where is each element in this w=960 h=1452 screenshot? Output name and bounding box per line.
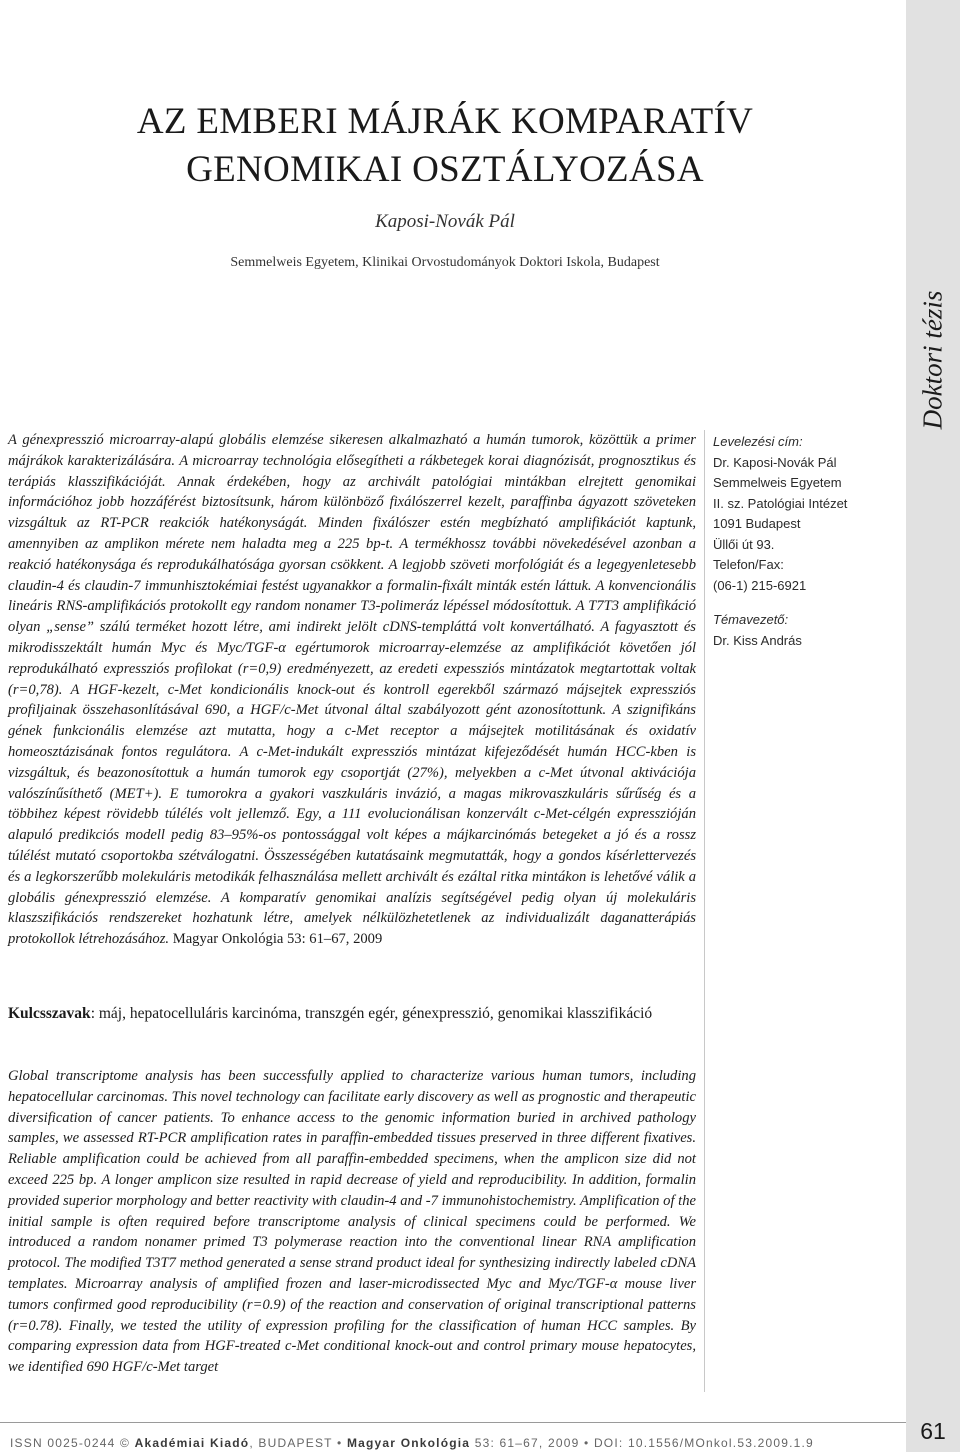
supervisor-name: Dr. Kiss András — [713, 632, 802, 648]
hungarian-abstract — [8, 430, 696, 950]
correspondence-sidebar — [713, 432, 893, 651]
author-affiliation: Semmelweis Egyetem, Klinikai Orvostudományok Doktori Iskola, Budapest — [230, 255, 660, 270]
english-abstract: Global transcriptome analysis has been successfully applied to characterize various human tumors, including hepatocellular carcinomas. This novel technology can facilitate early discovery as well as prognostic and therapeutic diversification of cancer patients. To enhance access to the genomic information buried in archived pathology samples, we assessed RT-PCR amplification rates in paraffin-embedded tissues preserved in three different fixatives. Reliable amplification could be achieved from all paraffin-embedded specimens, when the amplicon size did not exceed 225 bp. A longer amplicon size resulted in rapid decrease of yield and reproducibility. In addition, formalin provided superior morphology and better reactivity with claudin-4 and -7 immunohistochemistry. Amplification of the initial sample is often required before transcriptome analysis of clinical specimens could be performed. We introduced a random nonamer primed T3 polymerase reaction into the conventional linear RNA amplification protocol. The modified T3T7 method generated a sense strand product ideal for synthesizing indirectly labeled cDNA templates. Microarray analysis of amplified frozen and laser-microdissected Myc and Myc/TGF-α mouse liver tumors confirmed good reproducibility (r=0.9) of the reaction and conservation of original transcriptional patterns (r=0.78). Finally, we tested the utility of expression profiling for the classification of human HCC samples. By comparing expression data from HGF-treated c-Met conditional knock-out and control primary mouse hepatocytes, we identified 690 HGF/c-Met target — [8, 1068, 696, 1376]
footer-issue: 53: 61–67, 2009 • DOI: 10.1556/MOnkol.53.2009.1.9 — [470, 1436, 814, 1450]
keywords-text: : máj, hepatocelluláris karcinóma, transzgén egér, génexpresszió, genomikai klasszifikáció — [90, 1005, 653, 1022]
side-band — [906, 0, 960, 1452]
sidebar-divider — [704, 430, 705, 1392]
footer-divider — [0, 1422, 906, 1423]
address-line-name: Dr. Kaposi-Novák Pál — [713, 454, 837, 470]
address-label: Levelezési cím: — [713, 434, 803, 449]
footer-journal: Magyar Onkológia — [346, 1436, 471, 1450]
supervisor-label: Témavezető: — [713, 612, 789, 627]
phone-label: Telefon/Fax: — [713, 557, 784, 572]
address-line-institute: II. sz. Patológiai Intézet — [713, 495, 848, 511]
sidebar-gap — [713, 596, 893, 610]
hungarian-abstract-text: A génexpresszió microarray-alapú globális elemzése sikeresen alkalmazható a humán tumorok, közöttük a primer májrákok karakterizálására. A microarray technológia elősegítheti a rákbetegek korai diagnózisát, prognosztikus és terápiás klasszifikációját. Annak érdekében, hogy az archivált patológiai mintákban elrejtett genomikai információhoz jobb hozzáférést biztosítsunk, három különböző fixálószerrel kezelt, paraffinba ágyazott szöveteken vizsgáltuk az RT-PCR reakciók hatékonyságát. Minden fixálószer estén megbízható amplifikációt kaptunk, amennyiben az amplikon mérete nem haladta meg a 225 bp-t. A termékhossz további növekedésével azonban a reakció hatékonysága és reprodukálhatósága gyorsan csökkent. A legjobb szöveti morfológiát és a legegyenletesebb claudin-4 és claudin-7 immunhisztokémiai festést ugyanakkor a formalin-fixált minták estén láttuk. A konvencionális lineáris RNS-amplifikációs protokollt egy random nonamer T3-polimeráz lépéssel módosítottuk. A T7T3 amplifikáció olyan „sense” szálú terméket hozott létre, ami indirekt jelölt cDNS-templáttá volt konvertálható. A fagyasztott és mikrodisszektált humán Myc és Myc/TGF-α egértumorok microarray-elemzése az amplifikációt követően jól reprodukálható expressziós profilokat (r=0,9) eredményezett, az eredeti expessziós mintázatok megtartottak voltak (r=0,78). A HGF-kezelt, c-Met kondicionális knock-out és kontroll egerekből származó májsejtek expressziós profiljainak összehasonlításával 690, a HGF/c-Met útvonal által szabályozott gént azonosítottunk. A szignifikáns gének funkcionális elemzése azt mutatta, hogy a c-Met receptor a májsejtek motilitásának és oxidatív homeosztázisának fontos regulátora. A c-Met-indukált expressziós mintázat kifejeződését humán HCC-kben is vizsgáltuk, és beazonosítottuk a humán tumorok egy csoportját (27%), melyekben a c-Met útvonal aktivációja valószínűsíthető (MET+). E tumorokra a gyakori vaszkuláris invázió, a magas mikrovaszkuláris sűrűség és a többihez képest rövidebb túlélés volt jellemző. Egy, a 111 evolucionálisan konzervált c-Met-célgén expresszióján alapuló predikciós modell pedig 83–95%-os pontossággal volt képes a májkarcinómás betegeket a jó és a rossz túlélést mutató csoportokba szétválogatni. Összességében kutatásaink megmutatták, hogy a gondos kísérlettervezés és a legkorszerűbb molekuláris metodikák felhasználása mellett archivált és ezáltal ritka mintákon is lehetővé válik a globális génexpresszió elemzése. A komparatív genomikai analízis segítségével pedig olyan új molekuláris klaszszifikációs rendszereket hozhatunk létre, amelyek nélkülözhetetlenek az individualizált daganatterápiás protokollok létrehozásához. — [8, 432, 696, 948]
address-line-street: Üllői út 93. — [713, 536, 775, 552]
address-line-city: 1091 Budapest — [713, 516, 801, 531]
keywords-label: Kulcsszavak — [8, 1005, 91, 1022]
footer-issn: ISSN 0025-0244 © — [10, 1436, 135, 1450]
author-name: Kaposi-Novák Pál — [375, 211, 515, 232]
address-line-university: Semmelweis Egyetem — [713, 475, 842, 490]
title-line-2: GENOMIKAI OSZTÁLYOZÁSA — [186, 149, 704, 190]
footer-publisher: Akadémiai Kiadó — [134, 1436, 250, 1450]
title-line-1: AZ EMBERI MÁJRÁK KOMPARATÍV — [136, 101, 754, 142]
page-number: 61 — [920, 1418, 946, 1444]
doktori-tezis-label: Doktori tézis — [917, 290, 948, 430]
journal-citation: Magyar Onkológia 53: 61–67, 2009 — [172, 931, 383, 948]
phone-number: (06-1) 215-6921 — [713, 577, 807, 593]
page-footer — [10, 1436, 900, 1450]
keywords — [8, 1003, 696, 1024]
article-title — [40, 98, 850, 194]
footer-city: , BUDAPEST • — [249, 1436, 347, 1450]
